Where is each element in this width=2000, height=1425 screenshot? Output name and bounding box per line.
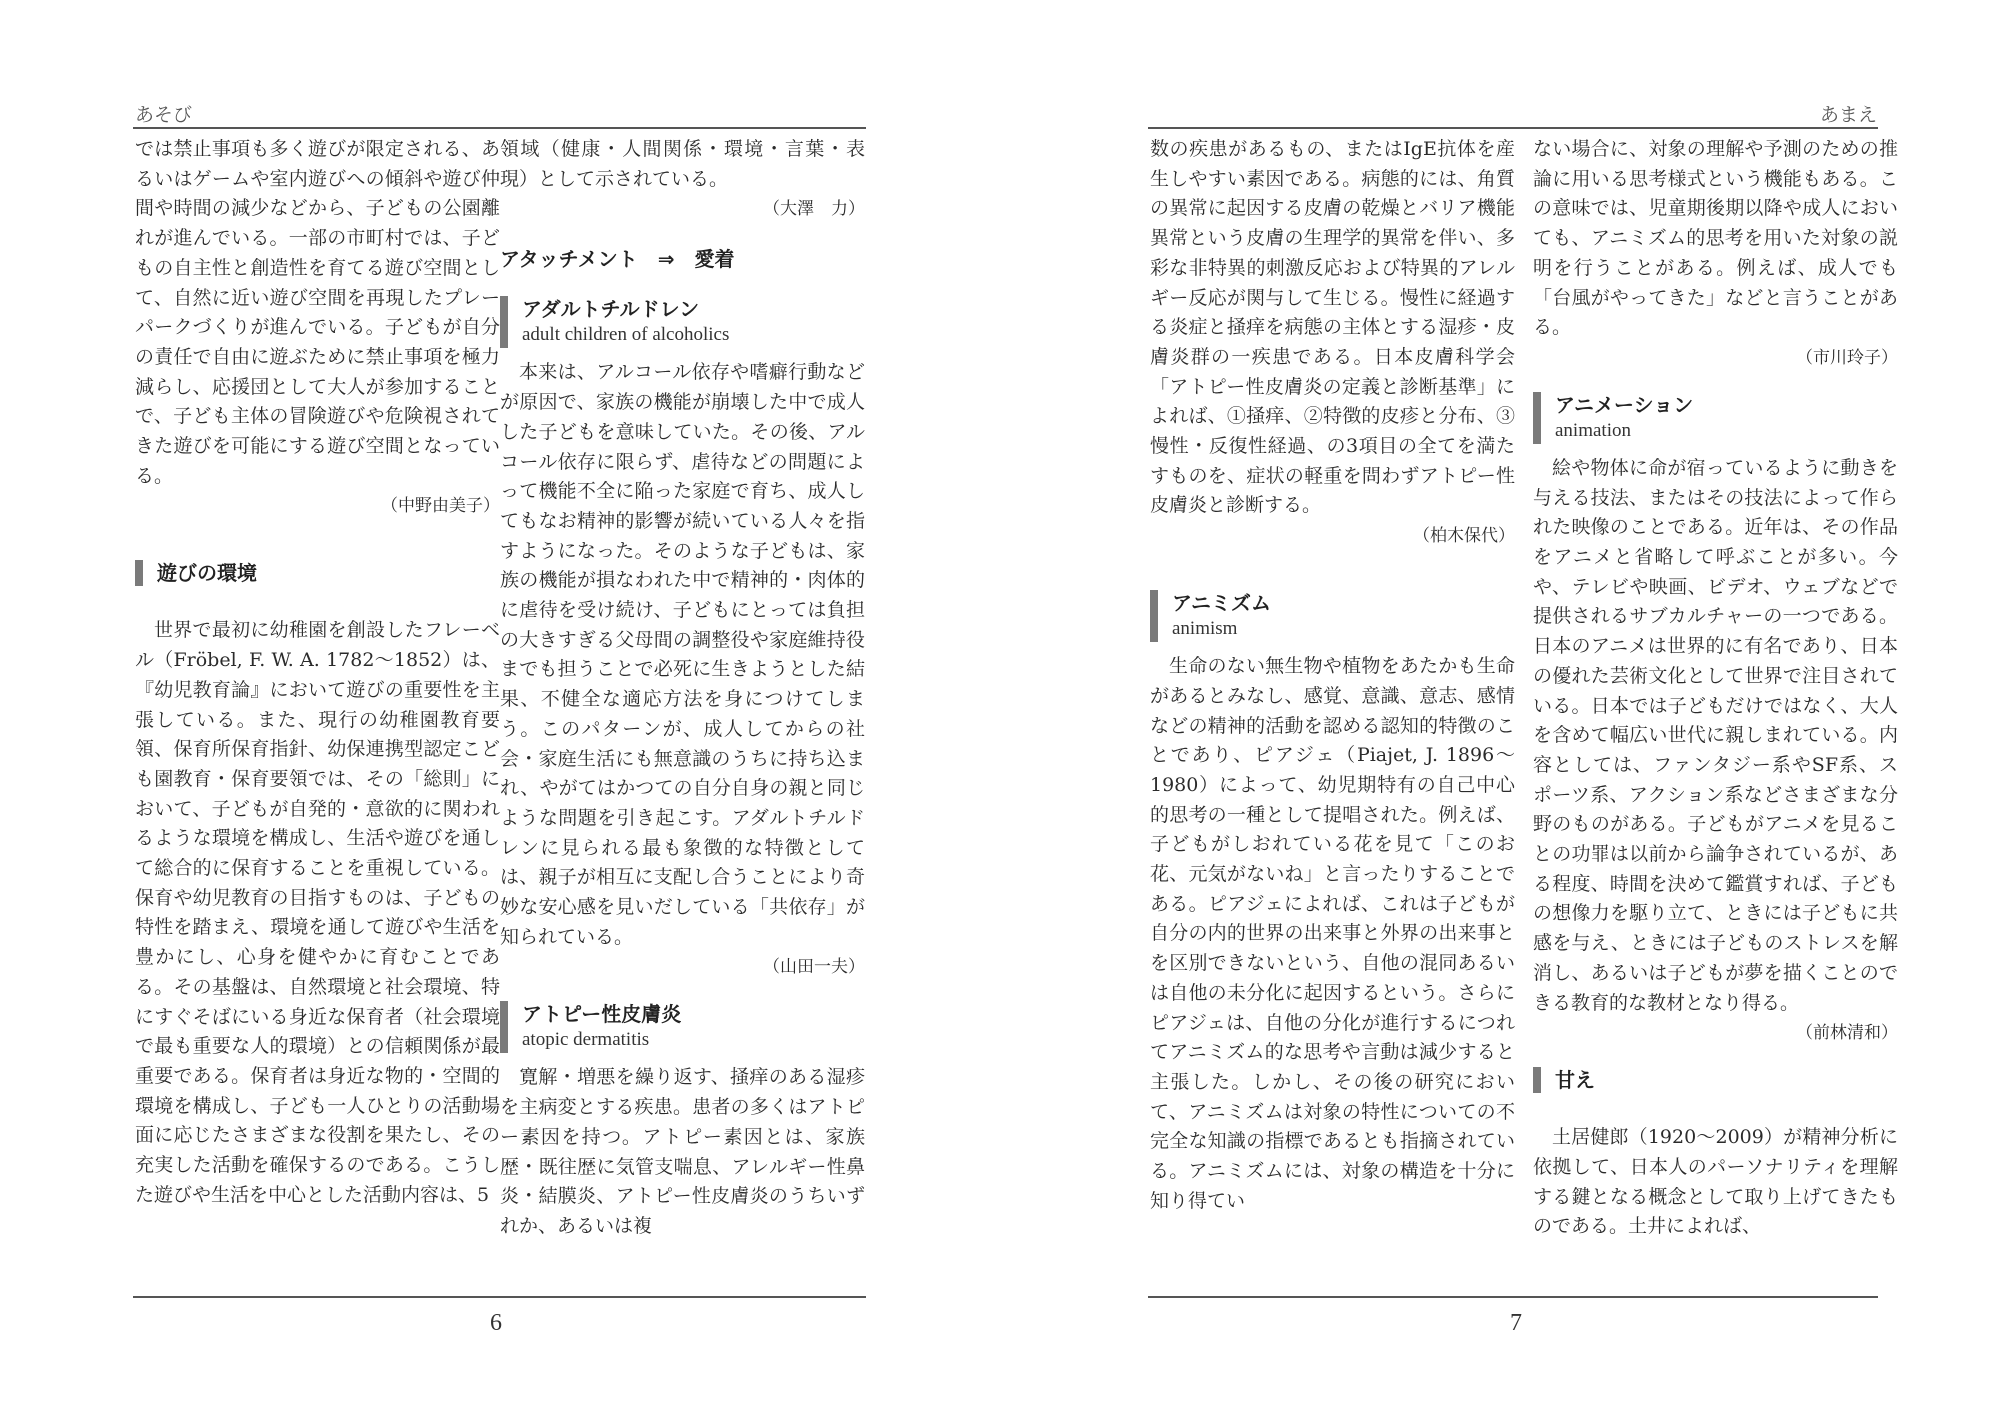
- author-signature: （市川玲子）: [1796, 347, 1898, 368]
- footer-rule-right: [1148, 1296, 1878, 1298]
- paragraph: 数の疾患があるもの、またはIgE抗体を産生しやすい素因である。病態的には、角質の異常に起因する皮膚の乾燥とバリア機能異常という皮膚の生理学的異常を伴い、多彩な非特異的刺激反応および特異的アレルギー反応が関与して生じる。慢性に経過する炎症と掻痒を病態の主体とする湿疹・皮膚炎群の一疾患である。日本皮膚科学会「アトピー性皮膚炎の定義と診断基準」によれば、①掻痒、②特徴的皮疹と分布、③慢性・反復性経過、の3項目の全てを満たすものを、症状の軽重を問わずアトピー性皮膚炎と診断する。: [1150, 138, 1515, 517]
- cross-reference: アタッチメント ⇒ 愛着: [500, 247, 735, 272]
- entry-title: 遊びの環境: [157, 561, 257, 586]
- page-number-left: 6: [490, 1310, 502, 1336]
- left-column-1: [135, 135, 500, 1285]
- entry-heading: [1533, 1067, 1898, 1093]
- entry-heading: [135, 560, 500, 586]
- entry-title: アダルトチルドレン: [522, 297, 700, 322]
- paragraph: 本来は、アルコール依存や嗜癖行動などが原因で、家族の機能が崩壊した中で成人した子どもを意味していた。その後、アルコール依存に限らず、虐待などの問題によって機能不全に陥った家庭で育ち、成人してもなお精神的影響が続いている人々を指すようになった。そのような子どもは、家族の機能が損なわれた中で精神的・肉体的に虐待を受け続け、子どもにとっては負担の大きすぎる父母間の調整役や家庭維持役までも担うことで必死に生きようとした結果、不健全な適応方法を身につけてしまう。このパターンが、成人してからの社会・家庭生活にも無意識のうちに持ち込まれ、やがてはかつての自分自身の親と同じような問題を引き起こす。アダルトチルドレンに見られる最も象徴的な特徴としては、親子が相互に支配し合うことにより奇妙な安心感を見いだしている「共依存」が知られている。: [500, 361, 865, 948]
- paragraph: 世界で最初に幼稚園を創設したフレーベル（Fröbel, F. W. A. 1782〜1852）は、『幼児教育論』において遊びの重要性を主張している。また、現行の幼稚園教育要領、保育所保育指針、幼保連携型認定こども園教育・保育要領では、その「総則」において、子どもが自発的・意欲的に関われるような環境を構成し、生活や遊びを通して総合的に保育することを重視している。保育や幼児教育の目指すものは、子どもの特性を踏まえ、環境を通して遊びや生活を豊かにし、心身を健やかに育むことである。その基盤は、自然環境と社会環境、特にすぐそばにいる身近な保育者（社会環境で最も重要な人的環境）との信頼関係が最重要である。保育者は身近な物的・空間的環境を構成し、子ども一人ひとりの活動場面に応じたさまざまな役割を果たし、その充実した活動を確保するのである。こうした遊びや生活を中心とした活動内容は、5: [135, 619, 500, 1206]
- author-signature: （大澤 力）: [763, 199, 865, 220]
- entry-heading: [500, 296, 865, 348]
- author-signature: （山田一夫）: [763, 957, 865, 978]
- running-head-left: あそび: [135, 104, 193, 126]
- paragraph: 寛解・増悪を繰り返す、掻痒のある湿疹を主病変とする疾患。患者の多くはアトピー素因を持つ。アトピー素因とは、家族歴・既往歴に気管支喘息、アレルギー性鼻炎・結膜炎、アトピー性皮膚炎のうちいずれか、あるいは複: [500, 1066, 865, 1237]
- page-number-right: 7: [1510, 1310, 1522, 1336]
- entry-subtitle: adult children of alcoholics: [522, 324, 730, 346]
- author-signature: （中野由美子）: [381, 496, 500, 517]
- entry-heading: [1533, 392, 1898, 444]
- header-rule-left: [133, 127, 866, 129]
- header-rule-right: [1148, 127, 1878, 129]
- right-column-1: [1150, 135, 1515, 1285]
- paragraph: 生命のない無生物や植物をあたかも生命があるとみなし、感覚、意識、意志、感情などの精神的活動を認める認知的特徴のことであり、ピアジェ（Piajet, J. 1896〜1980）によって、幼児期特有の自己中心的思考の一種として提唱された。例えば、子どもがしおれている花を見て「このお花、元気がないね」と言ったりすることである。ピアジェによれば、これは子どもが自分の内的世界の出来事と外界の出来事とを区別できないという、自他の混同あるいは自他の未分化に起因するという。さらにピアジェは、自他の分化が進行するにつれてアニミズム的な思考や言動は減少すると主張した。しかし、その後の研究において、アニミズムは対象の特性についての不完全な知識の指標であるとも指摘されている。アニミズムには、対象の構造を十分に知り得てい: [1150, 655, 1515, 1212]
- entry-title: アニミズム: [1172, 591, 1271, 616]
- entry-subtitle: atopic dermatitis: [522, 1029, 650, 1051]
- entry-title: 甘え: [1555, 1068, 1595, 1093]
- author-signature: （柏木保代）: [1413, 526, 1515, 547]
- paragraph: ない場合に、対象の理解や予測のための推論に用いる思考様式という機能もある。この意味では、児童期後期以降や成人においても、アニミズム的思考を用いた対象の説明を行うことがある。例えば、成人でも「台風がやってきた」などと言うことがある。: [1533, 138, 1898, 339]
- left-column-2: [500, 135, 865, 1285]
- entry-heading: [1150, 590, 1515, 642]
- entry-subtitle: animation: [1555, 419, 1631, 441]
- paragraph: 土居健郎（1920〜2009）が精神分析に依拠して、日本人のパーソナリティを理解する鍵となる概念として取り上げてきたものである。土井によれば、: [1533, 1126, 1898, 1238]
- entry-heading: [500, 1001, 865, 1053]
- entry-subtitle: animism: [1172, 618, 1238, 640]
- author-signature: （前林清和）: [1796, 1023, 1898, 1044]
- paragraph: 領域（健康・人間関係・環境・言葉・表現）として示されている。: [500, 138, 865, 190]
- right-page: [1000, 0, 2000, 1425]
- right-column-2: [1533, 135, 1898, 1285]
- footer-rule-left: [133, 1296, 866, 1298]
- entry-title: アニメーション: [1555, 392, 1694, 417]
- paragraph: 絵や物体に命が宿っているように動きを与える技法、またはその技法によって作られた映像のことである。近年は、その作品をアニメと省略して呼ぶことが多い。今や、テレビや映画、ビデオ、ウェブなどで提供されるサブカルチャーの一つである。日本のアニメは世界的に有名であり、日本の優れた芸術文化として世界で注目されている。日本では子どもだけではなく、大人を含めて幅広い世代に親しまれている。内容としては、ファンタジー系やSF系、スポーツ系、アクション系などさまざまな分野のものがある。子どもがアニメを見ることの功罪は以前から論争されているが、ある程度、時間を決めて鑑賞すれば、子どもの想像力を駆り立て、ときには子どもに共感を与え、ときには子どものストレスを解消し、あるいは子どもが夢を描くことのできる教育的な教材となり得る。: [1533, 456, 1898, 1014]
- running-head-right: あまえ: [1820, 104, 1878, 126]
- entry-title: アトピー性皮膚炎: [522, 1002, 682, 1027]
- paragraph: では禁止事項も多く遊びが限定される、あるいはゲームや室内遊びへの傾斜や遊び仲間や時間の減少などから、子どもの公園離れが進んでいる。一部の市町村では、子どもの自主性と創造性を育てる遊び空間として、自然に近い遊び空間を再現したプレーパークづくりが進んでいる。子どもが自分の責任で自由に遊ぶために禁止事項を極力減らし、応援団として大人が参加することで、子ども主体の冒険遊びや危険視されてきた遊びを可能にする遊び空間となっている。: [135, 138, 500, 487]
